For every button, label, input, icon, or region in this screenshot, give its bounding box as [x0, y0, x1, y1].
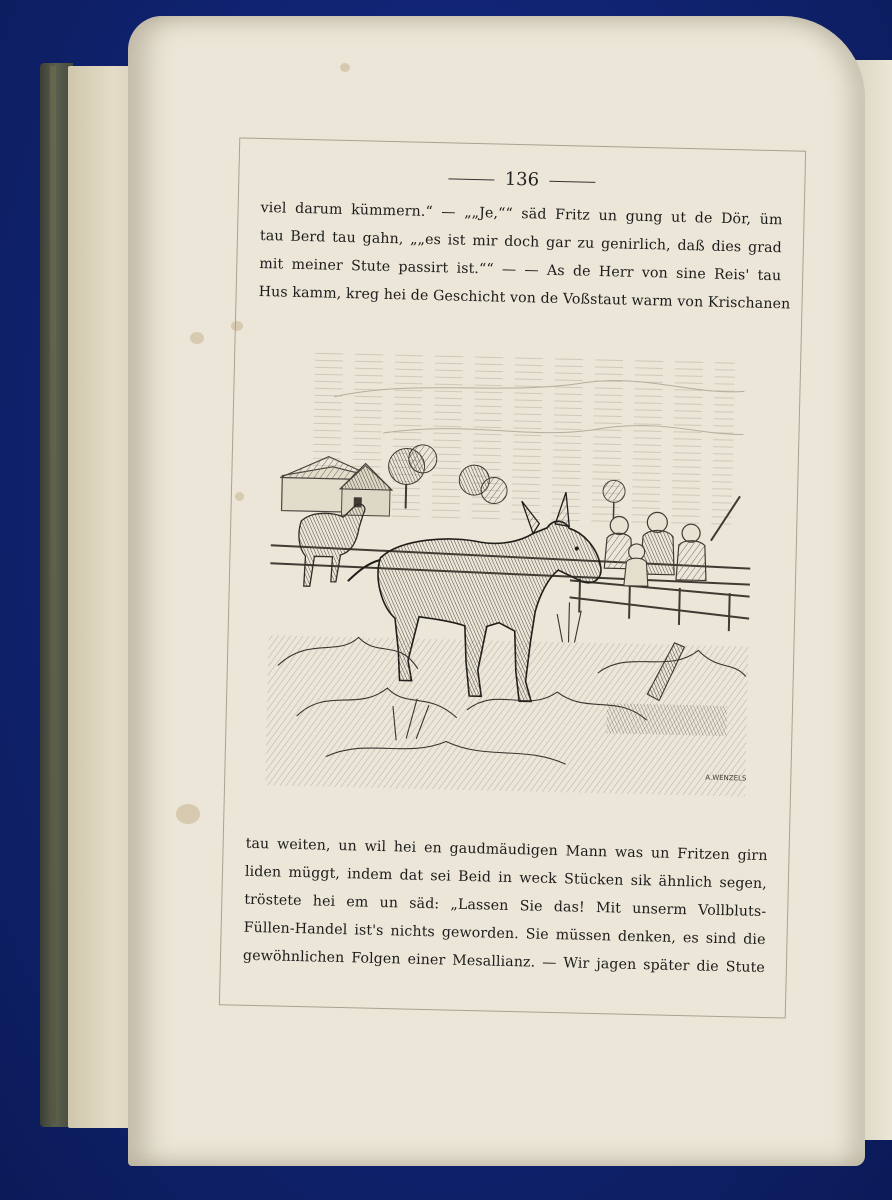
- text-block-bottom: [243, 830, 768, 982]
- book-page: [128, 16, 865, 1166]
- foxing-stain: [190, 332, 204, 344]
- rule-right: [549, 180, 595, 182]
- artist-signature: A.WENZELS: [705, 773, 747, 783]
- text-line: Hus kamm, kreg hei de Geschicht von de Voßstaut warm von Krischanen: [258, 283, 791, 313]
- text-line: Füllen-Handel ist's nichts geworden. Sie müssen denken, es sind die: [243, 919, 766, 949]
- text-line: tau weiten, un wil hei en gaudmäudigen Mann was un Fritzen girn: [245, 835, 768, 865]
- text-line: gewöhnlichen Folgen einer Mesallianz. — Wir jagen später die Stute: [242, 947, 766, 977]
- donkey-engraving: [265, 335, 758, 814]
- text-line: tau Berd tau gahn, „„es ist mir doch gar zu genirlich, daß dies grad: [259, 227, 783, 257]
- foxing-stain: [340, 63, 350, 72]
- rule-left: [449, 178, 495, 180]
- text-line: tröstete hei em un säd: „Lassen Sie das! Mit unserm Vollbluts-: [244, 891, 767, 921]
- shadow-hatching: [606, 703, 727, 736]
- open-book: [40, 8, 892, 1168]
- text-frame: [219, 137, 806, 1018]
- text-line: viel darum kümmern.“ — „„Je,““ säd Fritz un gung ut de Dör, üm: [260, 199, 783, 229]
- text-line: liden müggt, indem dat sei Beid in weck Stücken sik ähnlich segen,: [244, 863, 768, 893]
- spine-edge: [50, 66, 56, 1124]
- text-line: mit meiner Stute passirt ist.““ — — As de Herr von sine Reis' tau: [259, 255, 782, 285]
- page-number-text: 136: [504, 168, 540, 191]
- text-block-top: [258, 194, 791, 318]
- page-number: [239, 162, 804, 196]
- foxing-stain: [176, 804, 200, 824]
